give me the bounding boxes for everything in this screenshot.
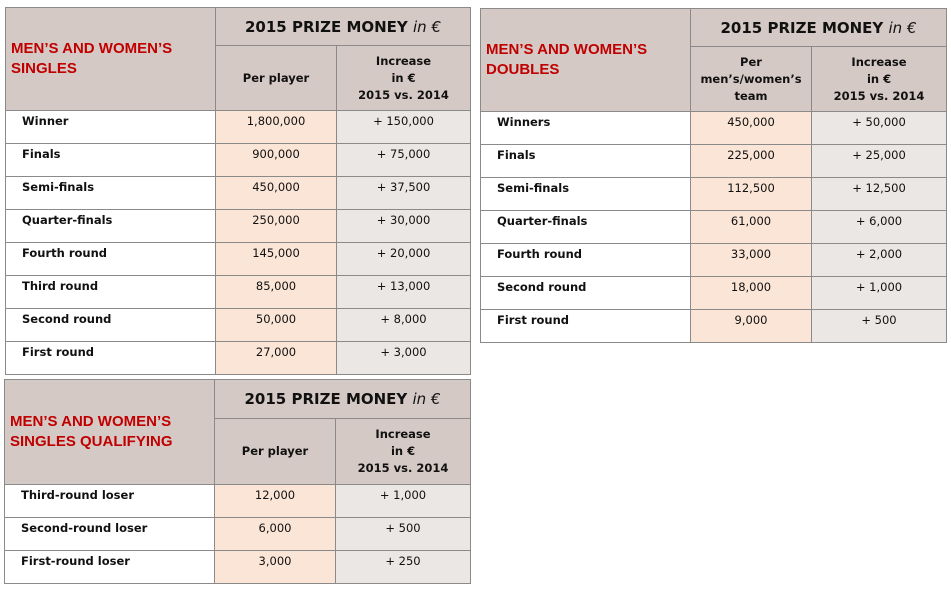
prize-amount: 27,000 xyxy=(216,342,337,375)
table-row xyxy=(6,111,471,144)
prize-amount: 250,000 xyxy=(216,210,337,243)
prize-amount: 900,000 xyxy=(216,144,337,177)
table-row xyxy=(481,244,947,277)
increase-amount: + 8,000 xyxy=(337,309,471,342)
round-label: Finals xyxy=(481,145,691,178)
qualifying-title xyxy=(215,380,471,419)
increase-amount: + 1,000 xyxy=(336,485,471,518)
increase-amount: + 250 xyxy=(336,551,471,584)
round-label: Third-round loser xyxy=(5,485,215,518)
prize-amount: 450,000 xyxy=(216,177,337,210)
doubles-category-heading: MEN’S AND WOMEN’S DOUBLES xyxy=(481,9,691,112)
qualifying-category-heading: MEN’S AND WOMEN’S SINGLES QUALIFYING xyxy=(5,380,215,485)
qualifying-rows xyxy=(5,485,471,584)
doubles-prize-table xyxy=(480,8,947,343)
prize-amount: 12,000 xyxy=(215,485,336,518)
qualifying-prize-table xyxy=(4,379,471,584)
table-row xyxy=(5,518,471,551)
doubles-col-increase xyxy=(812,47,947,112)
qualifying-col-increase-l3: 2015 vs. 2014 xyxy=(357,461,449,475)
singles-col-increase-l2: in € xyxy=(391,70,416,85)
prize-amount: 450,000 xyxy=(691,112,812,145)
singles-title-unit: in € xyxy=(413,17,442,36)
table-row xyxy=(481,112,947,145)
doubles-col-amount-l2: team xyxy=(734,88,768,103)
round-label: Semi-finals xyxy=(481,178,691,211)
round-label: Fourth round xyxy=(481,244,691,277)
increase-amount: + 13,000 xyxy=(337,276,471,309)
table-row xyxy=(5,551,471,584)
doubles-col-amount xyxy=(691,47,812,112)
prize-amount: 112,500 xyxy=(691,178,812,211)
prize-amount: 50,000 xyxy=(216,309,337,342)
prize-amount: 18,000 xyxy=(691,277,812,310)
increase-amount: + 37,500 xyxy=(337,177,471,210)
table-row xyxy=(6,243,471,276)
table-row xyxy=(6,210,471,243)
doubles-col-increase-l1: Increase xyxy=(851,54,907,69)
increase-amount: + 20,000 xyxy=(337,243,471,276)
increase-amount: + 75,000 xyxy=(337,144,471,177)
round-label: Finals xyxy=(6,144,216,177)
round-label: Second round xyxy=(6,309,216,342)
singles-prize-table xyxy=(5,7,471,375)
round-label: Winner xyxy=(6,111,216,144)
prize-amount: 3,000 xyxy=(215,551,336,584)
table-row xyxy=(6,144,471,177)
round-label: Winners xyxy=(481,112,691,145)
increase-amount: + 25,000 xyxy=(812,145,947,178)
round-label: Second-round loser xyxy=(5,518,215,551)
table-row xyxy=(6,276,471,309)
qualifying-col-amount: Per player xyxy=(215,419,336,485)
round-label: Semi-finals xyxy=(6,177,216,210)
doubles-col-increase-l3: 2015 vs. 2014 xyxy=(833,88,925,103)
increase-amount: + 1,000 xyxy=(812,277,947,310)
prize-amount: 9,000 xyxy=(691,310,812,343)
table-row xyxy=(481,310,947,343)
increase-amount: + 30,000 xyxy=(337,210,471,243)
singles-category-heading: MEN’S AND WOMEN’S SINGLES xyxy=(6,8,216,111)
singles-title-main: 2015 PRIZE MONEY xyxy=(245,17,408,36)
increase-amount: + 50,000 xyxy=(812,112,947,145)
round-label: First round xyxy=(6,342,216,375)
round-label: Quarter-finals xyxy=(481,211,691,244)
prize-amount: 85,000 xyxy=(216,276,337,309)
increase-amount: + 500 xyxy=(812,310,947,343)
increase-amount: + 500 xyxy=(336,518,471,551)
singles-col-increase xyxy=(337,46,471,111)
doubles-col-increase-l2: in € xyxy=(866,71,892,86)
round-label: Quarter-finals xyxy=(6,210,216,243)
singles-rows xyxy=(6,111,471,375)
table-row xyxy=(481,178,947,211)
round-label: Fourth round xyxy=(6,243,216,276)
round-label: Third round xyxy=(6,276,216,309)
doubles-title xyxy=(691,9,947,47)
round-label: Second round xyxy=(481,277,691,310)
prize-amount: 145,000 xyxy=(216,243,337,276)
table-row xyxy=(5,485,471,518)
table-row xyxy=(6,177,471,210)
prize-amount: 61,000 xyxy=(691,211,812,244)
prize-amount: 6,000 xyxy=(215,518,336,551)
qualifying-col-increase-l1: Increase xyxy=(375,427,431,441)
singles-title xyxy=(216,8,471,46)
qualifying-title-main: 2015 PRIZE MONEY xyxy=(244,390,408,408)
prize-amount: 1,800,000 xyxy=(216,111,337,144)
table-row xyxy=(481,277,947,310)
increase-amount: + 6,000 xyxy=(812,211,947,244)
doubles-title-unit: in € xyxy=(888,18,917,37)
singles-col-increase-l1: Increase xyxy=(375,53,432,68)
increase-amount: + 2,000 xyxy=(812,244,947,277)
increase-amount: + 3,000 xyxy=(337,342,471,375)
increase-amount: + 150,000 xyxy=(337,111,471,144)
doubles-rows xyxy=(481,112,947,343)
prize-amount: 225,000 xyxy=(691,145,812,178)
table-row xyxy=(481,145,947,178)
singles-col-increase-l3: 2015 vs. 2014 xyxy=(358,87,449,102)
doubles-col-amount-l1: Per men’s/women’s xyxy=(700,54,802,86)
qualifying-col-increase-l2: in € xyxy=(390,444,416,458)
doubles-title-main: 2015 PRIZE MONEY xyxy=(720,18,884,37)
table-row xyxy=(481,211,947,244)
table-row xyxy=(6,342,471,375)
qualifying-title-unit: in € xyxy=(412,390,441,408)
round-label: First-round loser xyxy=(5,551,215,584)
increase-amount: + 12,500 xyxy=(812,178,947,211)
singles-col-amount: Per player xyxy=(216,46,337,111)
table-row xyxy=(6,309,471,342)
qualifying-col-increase xyxy=(336,419,471,485)
round-label: First round xyxy=(481,310,691,343)
prize-amount: 33,000 xyxy=(691,244,812,277)
